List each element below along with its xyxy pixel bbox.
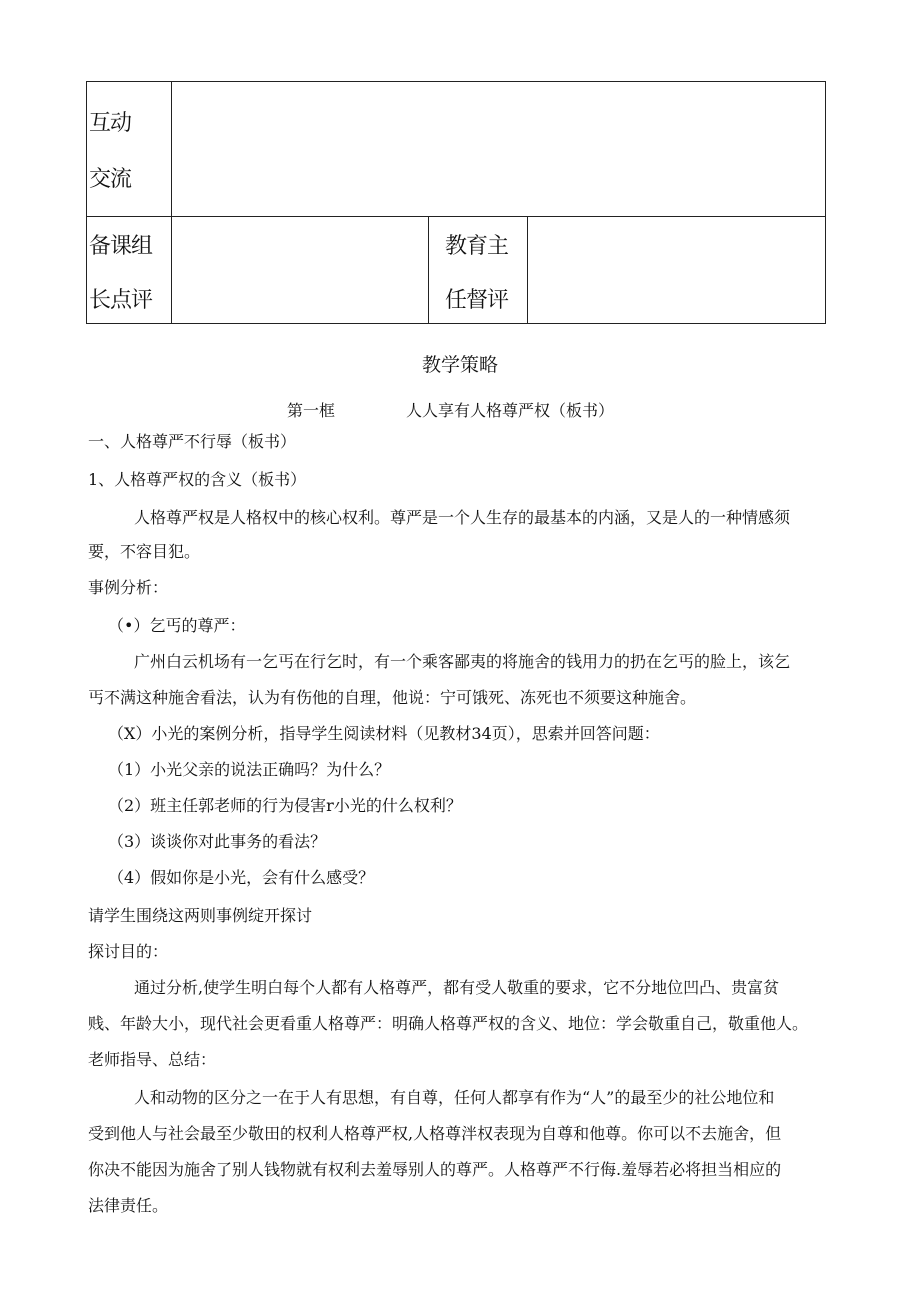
director-label-line2: 任督评 bbox=[445, 288, 509, 313]
question-item: （2）班主任郭老师的行为侵害r小光的什么权利？ bbox=[108, 796, 462, 815]
paragraph-line: 广州白云机场有一乞丐在行乞时，有一个乘客鄙夷的将施舍的钱用力的扔在乞丐的脸上，该乞 bbox=[134, 652, 791, 671]
paragraph-line: 受到他人与社会最至少敬田的权利人格尊严权,人格尊泮权表现为自尊和他尊。你可以不去施舍，但 bbox=[88, 1124, 782, 1143]
paragraph-line: 老师指导、总结： bbox=[88, 1050, 217, 1069]
paragraph-line: 你决不能因为施舍了别人钱物就有权利去羞辱别人的尊严。人格尊严不行侮.羞辱若必将担当相应的 bbox=[88, 1160, 782, 1179]
paragraph-line: 贱、年龄大小，现代社会更看重人格尊严：明确人格尊严权的含义、地位：学会敬重自己，敬重他人。 bbox=[88, 1014, 809, 1033]
subsection-heading: 1、人格尊严权的含义（板书） bbox=[88, 470, 307, 489]
question-item: （4）假如你是小光，会有什么感受？ bbox=[108, 868, 375, 887]
section-heading: 一、人格尊严不行辱（板书） bbox=[88, 432, 297, 451]
paragraph-line: 人格尊严权是人格权中的核心权利。尊严是一个人生存的最基本的内涵，又是人的一种情感须 bbox=[134, 508, 791, 527]
paragraph-line: 人和动物的区分之一在于人有思想，有自尊，任何人都享有作为“人”的最至少的社公地位和 bbox=[134, 1088, 775, 1107]
paragraph-line: 丐不满这种施舍看法，认为有伤他的自理，他说：宁可饿死、冻死也不须要这种施舍。 bbox=[88, 688, 697, 707]
table-column-divider bbox=[171, 82, 172, 323]
paragraph-line: 事例分析： bbox=[88, 578, 169, 597]
paragraph-line: 法律责任。 bbox=[88, 1196, 169, 1215]
paragraph-line: （•）乞丐的尊严： bbox=[108, 616, 246, 635]
paragraph-line: 探讨目的： bbox=[88, 942, 169, 961]
paragraph-line: 要，不容目犯。 bbox=[88, 542, 201, 561]
paragraph-line: 请学生围绕这两则事例绽开探讨 bbox=[88, 906, 313, 925]
page-title: 教学策略 bbox=[421, 354, 498, 376]
question-item: （3）谈谈你对此事务的看法？ bbox=[108, 832, 327, 851]
interaction-label-line1: 互动 bbox=[89, 111, 132, 136]
evaluation-table bbox=[86, 81, 826, 324]
question-item: （1）小光父亲的说法正确吗？为什么？ bbox=[108, 760, 391, 779]
table-column-divider bbox=[527, 216, 528, 323]
paragraph-line: 通过分析,使学生明白每个人都有人格尊严，都有受人敬重的要求，它不分地位凹凸、贵富贫 bbox=[134, 978, 780, 997]
paragraph-line: （X）小光的案例分析，指导学生阅读材料（见教材34页），思索并回答问题： bbox=[108, 724, 660, 743]
group-leader-label-line2: 长点评 bbox=[89, 288, 153, 313]
subheading-right: 人人享有人格尊严权（板书） bbox=[406, 401, 615, 420]
table-row-divider bbox=[87, 216, 825, 217]
director-label-line1: 教育主 bbox=[445, 234, 509, 259]
group-leader-label-line1: 备课组 bbox=[89, 234, 153, 259]
table-column-divider bbox=[428, 216, 429, 323]
subheading-left: 第一框 bbox=[287, 401, 336, 420]
interaction-label-line2: 交流 bbox=[89, 167, 132, 192]
